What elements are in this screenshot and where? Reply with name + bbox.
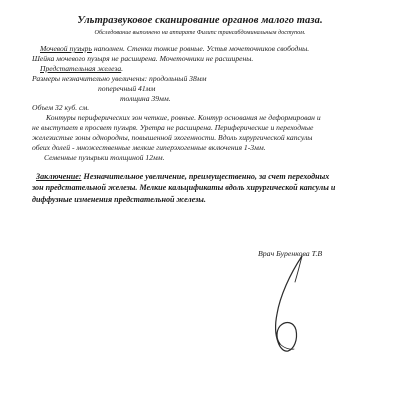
prostate-desc-4: обеих долей - множественные мелкие гиперэхогенные включения 1-3мм.: [32, 143, 266, 152]
conclusion-label: Заключение:: [36, 172, 82, 181]
prostate-transverse: поперечный 41мм: [98, 84, 156, 93]
prostate-thickness: толщина 39мм.: [120, 94, 171, 103]
prostate-desc-1: Контуры периферических зон четкие, ровные. Контур основания не деформирован и: [46, 113, 321, 122]
prostate-desc-3: железистые зоны однородны, повышенной эхогенности. Вдоль хирургической капсулы: [32, 133, 313, 142]
seminal-vesicles: Семенные пузырьки толщиной 12мм.: [44, 153, 165, 162]
document-title: Ультразвуковое сканирование органов малого таза.: [77, 15, 323, 26]
conclusion-line-3: диффузные изменения предстательной железы.: [32, 195, 206, 204]
conclusion-line-2: зон предстательной железы. Мелкие кальцификаты вдоль хирургической капсулы и: [32, 183, 336, 192]
prostate-heading-dot: .: [121, 64, 124, 73]
document-subtitle: Обследование выполнено на аппарате Филипс трансабдоминальным доступом.: [94, 29, 306, 36]
prostate-volume: Объем 32 куб. см.: [32, 103, 90, 112]
handwritten-signature: [250, 252, 330, 362]
doctor-name: Врач Буренкова Т.В: [258, 249, 323, 258]
bladder-line-1-text: наполнен. Стенки тонкие ровные. Устья мочеточников свободны.: [91, 44, 310, 53]
prostate-desc-2: не выступает в просвет пузыря. Уретра не расширена. Периферические и переходные: [32, 123, 314, 132]
bladder-label: Мочевой пузырь: [40, 44, 92, 53]
prostate-heading-line: [40, 64, 123, 74]
conclusion-line-1-text: Незначительное увеличение, преимущественно, за счет переходных: [81, 172, 330, 181]
bladder-line-2: Шейка мочевого пузыря не расширена. Мочеточники не расширены.: [32, 54, 254, 63]
conclusion-line-1: [36, 171, 329, 182]
prostate-heading: Предстательная железа: [40, 64, 122, 73]
prostate-sizes: Размеры незначительно увеличены: продольный 38мм: [32, 74, 207, 83]
bladder-line-1: [40, 44, 309, 54]
